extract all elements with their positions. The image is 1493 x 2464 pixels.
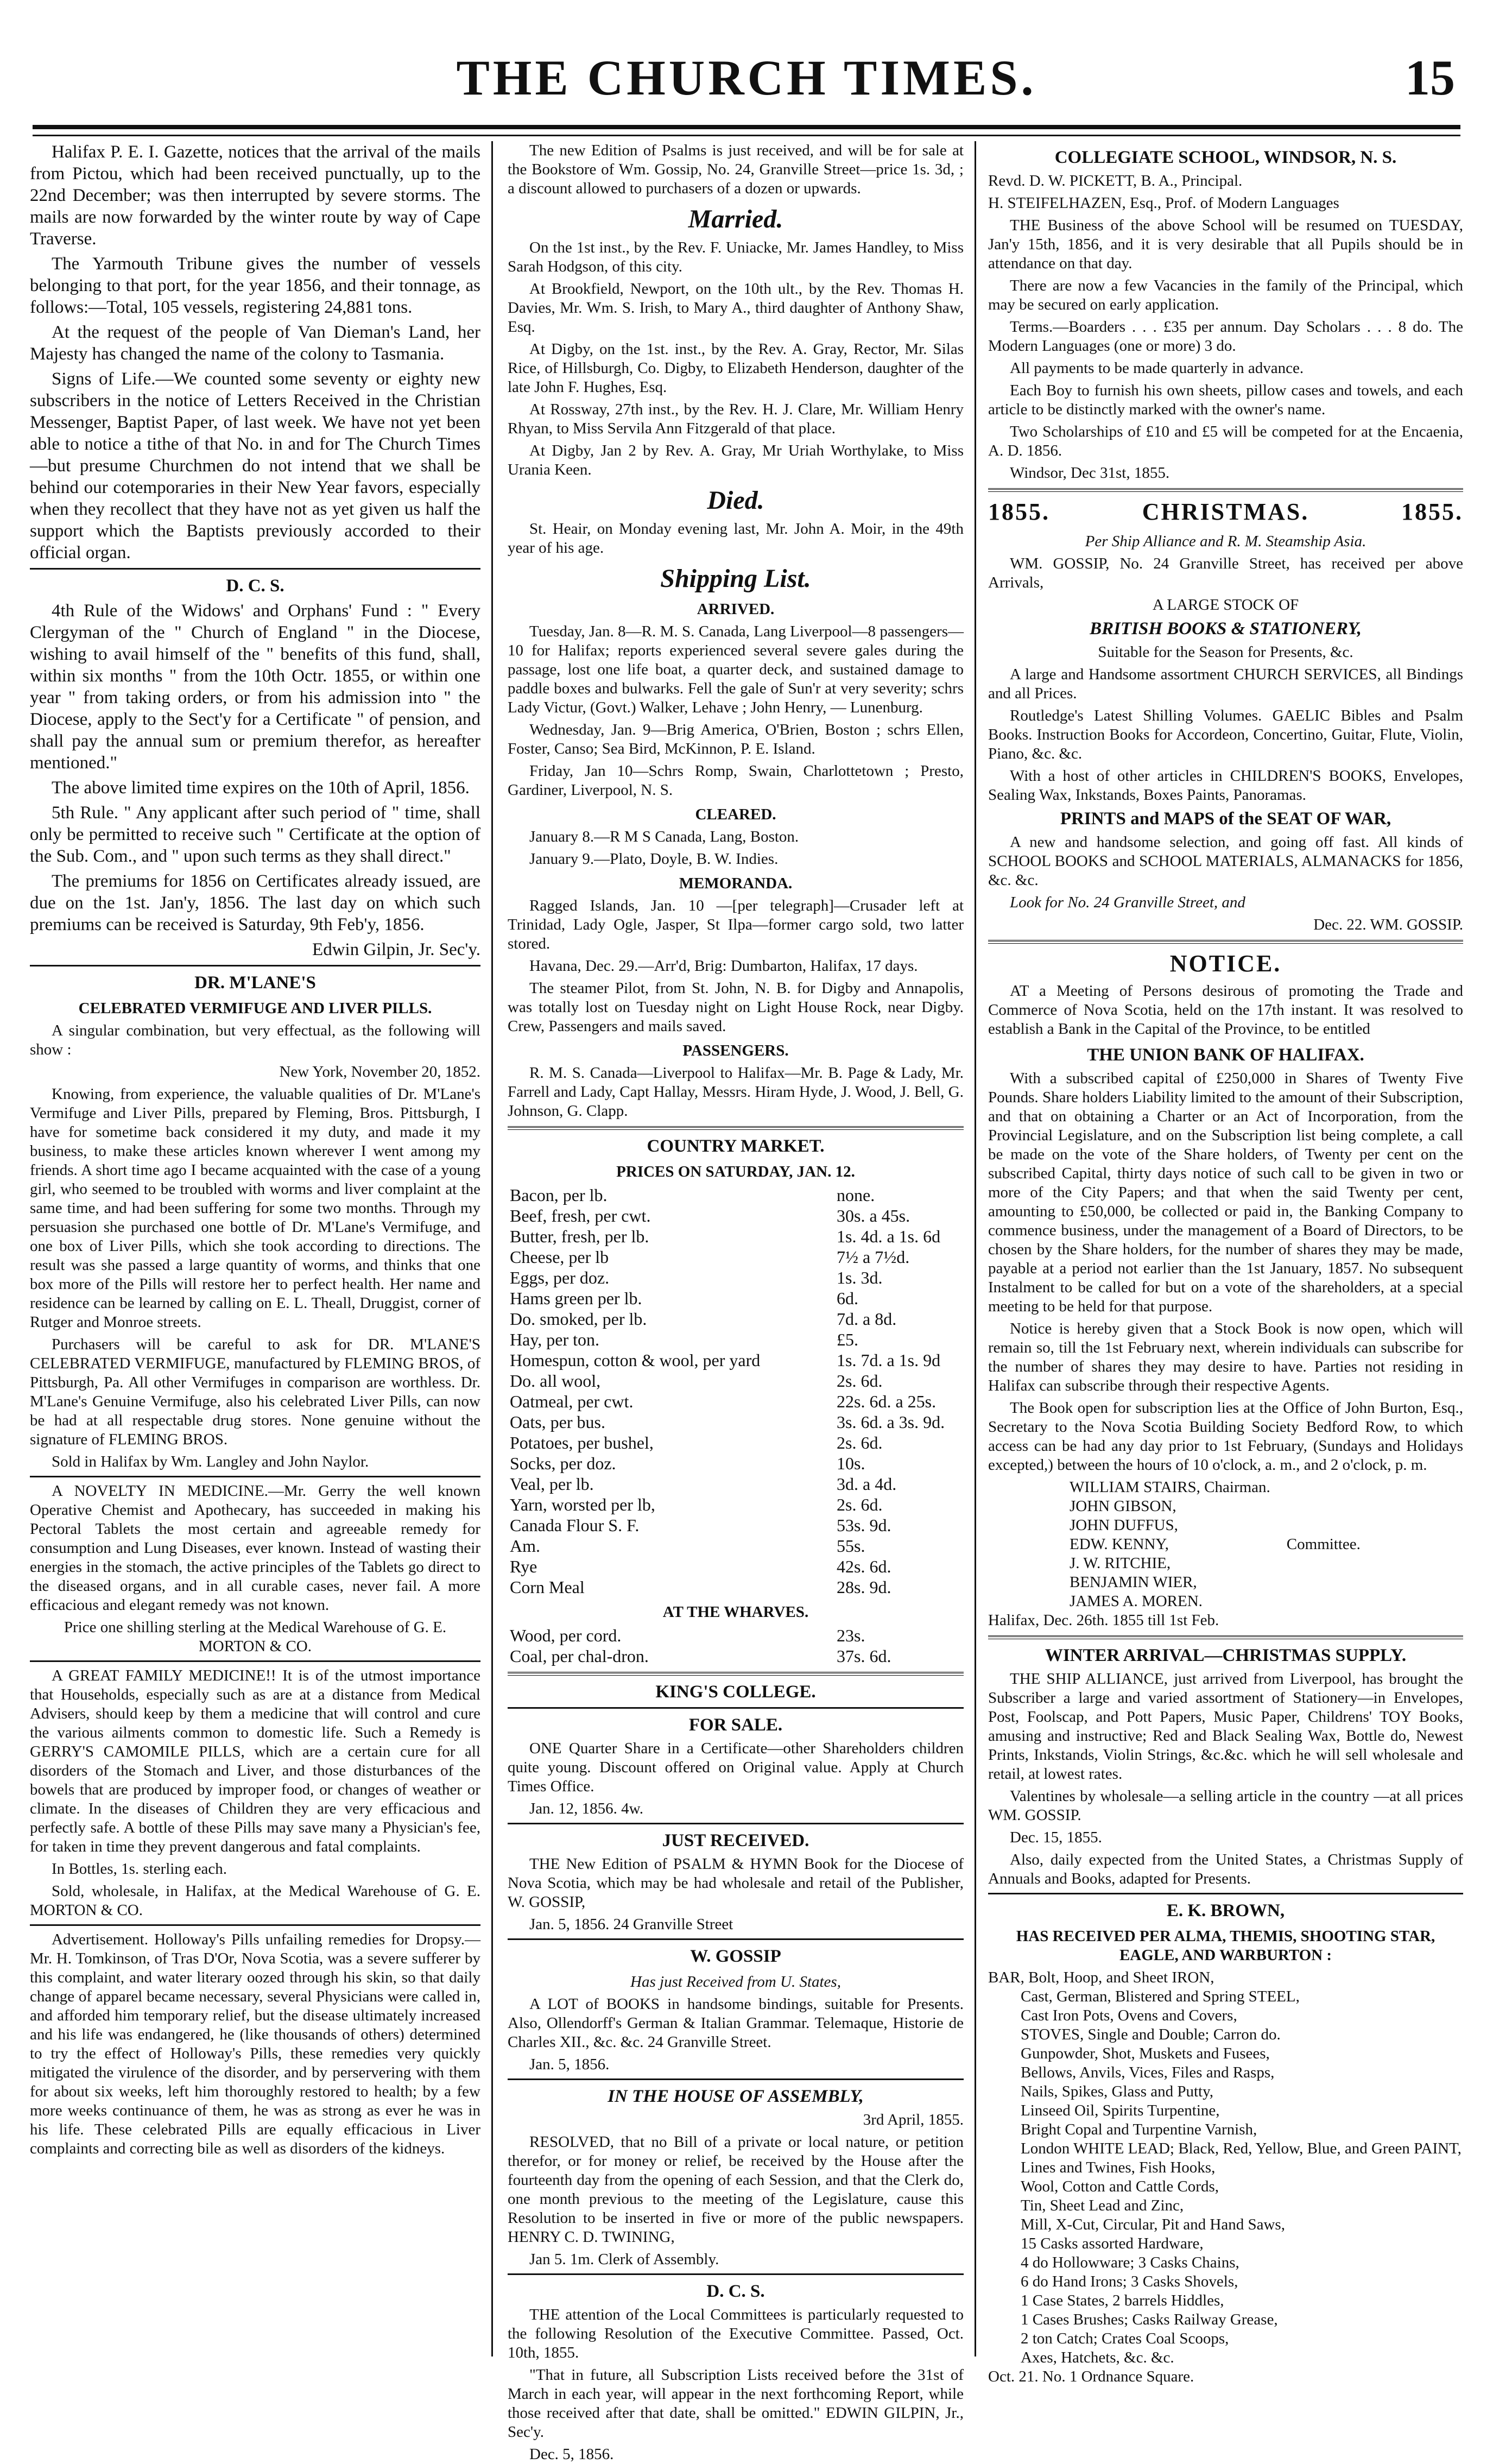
mlane-date: New York, November 20, 1852. — [279, 1063, 480, 1081]
christmas-text: A LARGE STOCK OF — [1152, 596, 1299, 614]
christmas-heading — [988, 497, 1463, 527]
market-row — [508, 1329, 964, 1350]
masthead-title: THE CHURCH TIMES. — [456, 50, 1037, 105]
divider — [508, 2273, 964, 2275]
market-price: 1s. 3d. — [837, 1268, 883, 1287]
collegiate-terms: Terms.—Boarders . . . £35 per annum. Day Scholars . . . 8 do. The Modern Languages (one or more) 3 do. — [988, 318, 1463, 355]
column-3 — [988, 141, 1463, 2385]
divider — [508, 1707, 964, 1709]
market-item: Homespun, cotton & wool, per yard — [510, 1350, 761, 1370]
divider — [30, 965, 480, 966]
christmas-year: 1855. — [988, 498, 1050, 525]
market-price: 1s. 4d. a 1s. 6d — [837, 1227, 941, 1246]
notice-names — [1070, 1478, 1270, 1611]
market-price: 6d. — [837, 1288, 858, 1308]
market-price: 7½ a 7½d. — [837, 1247, 910, 1267]
gossip-subheading: Has just Received from U. States, — [630, 1973, 841, 1991]
divider — [988, 1893, 1463, 1894]
brown-item: Nails, Spikes, Glass and Putty, — [1021, 2083, 1213, 2100]
notice-signatories — [988, 1478, 1463, 1611]
mlane-subheading: CELEBRATED VERMIFUGE AND LIVER PILLS. — [78, 1000, 432, 1017]
market-item: Do. all wool, — [510, 1371, 601, 1391]
memoranda-heading: MEMORANDA. — [679, 875, 793, 892]
christmas-text: A large and Handsome assortment CHURCH SERVICES, all Bindings and all Prices. — [988, 666, 1463, 702]
market-row — [508, 1432, 964, 1453]
market-row — [508, 1391, 964, 1412]
market-price: 53s. 9d. — [837, 1515, 891, 1535]
divider — [988, 940, 1463, 944]
shipping-entry: Havana, Dec. 29.—Arr'd, Brig: Dumbarton, Halifax, 17 days. — [529, 957, 918, 975]
market-item: Coal, per chal-dron. — [510, 1646, 649, 1666]
gossip-text: A LOT of BOOKS in handsome bindings, suitable for Presents. Also, Ollendorff's German & Italian Grammar. Telemaque, Historie de Charles XII., &c. &c. 24 Granville Street. — [508, 1995, 964, 2051]
divider — [30, 1924, 480, 1926]
market-item: Hams green per lb. — [510, 1288, 642, 1308]
camomile-price: In Bottles, 1s. sterling each. — [52, 1860, 227, 1878]
market-row — [508, 1577, 964, 1597]
market-price: 2s. 6d. — [837, 1433, 883, 1452]
holloway-ad: Advertisement. Holloway's Pills unfailing remedies for Dropsy.—Mr. H. Tomkinson, of Tras D'Or, Nova Scotia, was a severe sufferer by this complaint, and water literary oozed through his skin, so that daily change of apparel became necessary, several Physicians were called in, and afforded him temporary relief, but the disease ultimately increased and his life was endangered, he (like thousands of others) determined to try the effect of Holloway's Pills, these remedies very quickly mitigated the virulence of the disorder, and by perservering with them for about six weeks, left him thoroughly restored to health; by a few more weeks continuance of them, he was as strong as ever he was in his life. These celebrated Pills are equally efficacious in Liver complaints and correcting bile as well as disorders of the kidneys. — [30, 1931, 480, 2157]
market-row — [508, 1247, 964, 1267]
market-price: 7d. a 8d. — [837, 1309, 897, 1329]
market-row — [508, 1515, 964, 1536]
passengers-entry: R. M. S. Canada—Liverpool to Halifax—Mr. B. Page & Lady, Mr. Farrell and Lady, Capt Hallay, Messrs. Hiram Hyde, J. Wood, J. Bell, G. Johnson, G. Clapp. — [508, 1064, 964, 1120]
market-price: 28s. 9d. — [837, 1577, 891, 1597]
market-price: 2s. 6d. — [837, 1371, 883, 1391]
christmas-text: PRINTS and MAPS of the SEAT OF WAR, — [1060, 809, 1391, 829]
market-price: 23s. — [837, 1626, 865, 1645]
column-divider — [975, 141, 976, 2356]
brown-item: BAR, Bolt, Hoop, and Sheet IRON, — [988, 1969, 1214, 1986]
notice-name: EDW. KENNY, — [1070, 1536, 1169, 1553]
masthead-rule — [33, 125, 1460, 136]
market-item: Hay, per ton. — [510, 1330, 599, 1349]
cleared-heading: CLEARED. — [695, 806, 776, 823]
wharves-table — [508, 1625, 964, 1666]
collegiate-staff: Revd. D. W. PICKETT, B. A., Principal. — [988, 172, 1243, 189]
christmas-subheading: Per Ship Alliance and R. M. Steamship Asia. — [1085, 533, 1367, 550]
wharves-heading: AT THE WHARVES. — [662, 1603, 809, 1621]
collegiate-text: THE Business of the above School will be resumed on TUESDAY, Jan'y 15th, 1856, and it is very desirable that all Pupils should be in attendance on that day. — [988, 217, 1463, 272]
market-item: Do. smoked, per lb. — [510, 1309, 647, 1329]
market-row — [508, 1625, 964, 1646]
column-divider — [491, 141, 493, 2356]
dcs-premiums: The premiums for 1856 on Certificates already issued, are due on the 1st. Jan'y, 1856. The last day on which such premiums can be received is Saturday, 9th Feb'y, 1856. — [30, 871, 480, 934]
market-item: Oatmeal, per cwt. — [510, 1392, 634, 1411]
brown-item: Bellows, Anvils, Vices, Files and Rasps, — [1021, 2064, 1275, 2081]
christmas-text: A new and handsome selection, and going off fast. All kinds of SCHOOL BOOKS and SCHOOL MATERIALS, ALMANACKS for 1856, &c. &c. — [988, 833, 1463, 889]
market-item: Eggs, per doz. — [510, 1268, 610, 1287]
notice-name: WILLIAM STAIRS, Chairman. — [1070, 1479, 1270, 1496]
market-row — [508, 1474, 964, 1494]
collegiate-text: Two Scholarships of £10 and £5 will be competed for at the Encaenia, A. D. 1856. — [988, 423, 1463, 459]
market-row — [508, 1453, 964, 1474]
assembly-date: 3rd April, 1855. — [863, 2111, 964, 2128]
brown-footer: Oct. 21. No. 1 Ordnance Square. — [988, 2368, 1194, 2385]
assembly-text: RESOLVED, that no Bill of a private or local nature, or petition therefor, or for money or relief, be received by the House after the fourteenth day from the opening of each Session, and that the Clerk do, one month previous to the meeting of the Legislature, cause this Resolution to be inserted in five or more of the public newspapers. HENRY C. D. TWINING, — [508, 2133, 964, 2246]
market-row — [508, 1370, 964, 1391]
notice-name: BENJAMIN WIER, — [1070, 1574, 1197, 1591]
collegiate-staff: H. STEIFELHAZEN, Esq., Prof. of Modern Languages — [988, 194, 1339, 212]
market-item: Yarn, worsted per lb, — [510, 1495, 655, 1514]
winter-arrival-heading: WINTER ARRIVAL—CHRISTMAS SUPPLY. — [1045, 1646, 1407, 1665]
brown-item: 6 do Hand Irons; 3 Casks Shovels, — [1021, 2273, 1238, 2290]
shipping-entry: Ragged Islands, Jan. 10 —[per telegraph]—Crusader left at Trinidad, Lady Ogle, Jasper, St Ilpa—former cargo sold, two latter stored. — [508, 897, 964, 952]
market-row — [508, 1536, 964, 1556]
signs-of-life-paragraph: Signs of Life.—We counted some seventy or eighty new subscribers in the notice of Letters Received in the Christian Messenger, Baptist Paper, of last week. We have not yet been able to notice a tithe of that No. in and for The Church Times—but presume Churchmen do not intend that we shall be behind our cotemporaries in their New Year favors, especially when they recollect that they have not as yet given us half the support which the Baptists previously accorded to their official organ. — [30, 369, 480, 563]
market-item: Butter, fresh, per lb. — [510, 1227, 649, 1246]
brown-item: Lines and Twines, Fish Hooks, — [1021, 2159, 1216, 2176]
brown-item: London WHITE LEAD; Black, Red, Yellow, Blue, and Green PAINT, — [1021, 2140, 1462, 2157]
market-row — [508, 1350, 964, 1370]
brown-heading: E. K. BROWN, — [1166, 1901, 1285, 1920]
brown-items-list — [988, 1968, 1463, 2367]
christmas-text: Look for No. 24 Granville Street, and — [1010, 894, 1245, 911]
dcs2-text: THE attention of the Local Committees is particularly requested to the following Resolution of the Executive Committee. Passed, Oct. 10th, 1855. — [508, 2306, 964, 2361]
passengers-heading: PASSENGERS. — [682, 1042, 789, 1059]
market-item: Rye — [510, 1557, 537, 1576]
brown-item: Gunpowder, Shot, Muskets and Fusees, — [1021, 2045, 1270, 2062]
market-price: 10s. — [837, 1454, 865, 1473]
christmas-text: With a host of other articles in CHILDREN'S BOOKS, Envelopes, Sealing Wax, Inkstands, Boxes Paints, Panoramas. — [988, 767, 1463, 804]
market-price: 30s. a 45s. — [837, 1206, 910, 1225]
novelty-ad: A NOVELTY IN MEDICINE.—Mr. Gerry the well known Operative Chemist and Apothecary, has succeeded in making his Pectoral Tablets the most certain and agreeable remedy for consumption and Lung Diseases, ever known. Instead of wasting their energies in the stomach, the active principles of the Tablets go direct to the diseased organs, and in all curable cases, never fail. A more efficacious and elegant remedy was not known. — [30, 1482, 480, 1614]
brown-item: 1 Cases Brushes; Casks Railway Grease, — [1021, 2311, 1278, 2328]
just-received-date: Jan. 5, 1856. 24 Granville Street — [529, 1916, 733, 1933]
arrived-heading: ARRIVED. — [697, 601, 775, 618]
christmas-text: Routledge's Latest Shilling Volumes. GAELIC Bibles and Psalm Books. Instruction Books for Accordeon, Concertino, Guitar, Flute, Violin, Piano, &c. &c. — [988, 707, 1463, 762]
tasmania-paragraph: At the request of the people of Van Dieman's Land, her Majesty has changed the name of the colony to Tasmania. — [30, 323, 480, 364]
market-item: Veal, per lb. — [510, 1474, 594, 1494]
market-row — [508, 1646, 964, 1666]
assembly-heading: IN THE HOUSE OF ASSEMBLY, — [608, 2087, 864, 2106]
dcs-expiry: The above limited time expires on the 10th of April, 1856. — [52, 778, 470, 798]
dcs-signature: Edwin Gilpin, Jr. Sec'y. — [312, 940, 480, 959]
market-item: Socks, per doz. — [510, 1454, 616, 1473]
divider — [988, 488, 1463, 492]
brown-item: Bright Copal and Turpentine Varnish, — [1021, 2121, 1257, 2138]
shipping-entry: The steamer Pilot, from St. John, N. B. for Digby and Annapolis, was totally lost on Tuesday night on Light House Rock, near Digby. Crew, Passengers and mails saved. — [508, 980, 964, 1035]
shipping-entry: January 8.—R M S Canada, Lang, Boston. — [529, 828, 799, 845]
christmas-footer: Dec. 22. WM. GOSSIP. — [1313, 916, 1463, 933]
collegiate-text: There are now a few Vacancies in the family of the Principal, which may be secured on early application. — [988, 277, 1463, 313]
brown-item: Tin, Sheet Lead and Zinc, — [1021, 2197, 1184, 2214]
market-price: 3s. 6d. a 3s. 9d. — [837, 1412, 945, 1432]
column-1 — [30, 141, 480, 2362]
notice-text: With a subscribed capital of £250,000 in Shares of Twenty Five Pounds. Share holders Liability limited to the amount of their Subscription, and that on obtaining a Charter or an Act of Incorporation, from the Provincial Legislature, and on the Subscription list being complete, a call be made on the vote of the Share holders, of Twenty per cent on the subscribed Capital, thirty days notice of such call to be given in two or more of the City Papers; and that when the said Twenty per cent, amounting to £50,000, be collected or paid in, the Banking Company to commence business, under the management of a Board of Directors, to be chosen by the Share holders, for the number of shares they may be made, payable at a period not earlier than the 1st January, 1857. No subsequent Instalment to be called for but on a vote of the shareholders, at a special meeting to be held for that purpose. — [988, 1070, 1463, 1315]
market-price: 3d. a 4d. — [837, 1474, 897, 1494]
divider — [508, 1823, 964, 1824]
market-item: Beef, fresh, per cwt. — [510, 1206, 651, 1225]
notice-committee-label: Committee. — [1286, 1536, 1361, 1553]
winter-text: THE SHIP ALLIANCE, just arrived from Liverpool, has brought the Subscriber a large and varied assortment of Stationery—in Envelopes, Post, Foolscap, and Pott Papers, Music Paper, Childrens' TOY Books, amusing and instructive; Red and Black Sealing Wax, Bottle do, Newest Prints, Inkstands, Violin Strings, &c.&c. which he will sell wholesale and retail, at lowest rates. — [988, 1670, 1463, 1783]
yarmouth-paragraph: The Yarmouth Tribune gives the number of vessels belonging to that port, for the year 1856, and their tonnage, as follows:—Total, 105 vessels, registering 24,881 tons. — [30, 254, 480, 317]
market-row — [508, 1185, 964, 1205]
married-entry: At Digby, on the 1st. inst., by the Rev. A. Gray, Rector, Mr. Silas Rice, of Hillsburgh, Co. Digby, to Elizabeth Henderson, daughter of the late John F. Hughes, Esq. — [508, 340, 964, 396]
psalms-notice: The new Edition of Psalms is just received, and will be for sale at the Bookstore of Wm. Gossip, No. 24, Granville Street—price 1s. 3d, ; a discount allowed to purchasers of a dozen or upwards. — [508, 142, 964, 197]
brown-item: 15 Casks assorted Hardware, — [1021, 2235, 1204, 2252]
shipping-heading: Shipping List. — [660, 564, 811, 593]
market-row — [508, 1288, 964, 1309]
camomile-ad: A GREAT FAMILY MEDICINE!! It is of the utmost importance that Households, especially such as are at a distance from Medical Advisers, should keep by them a medicine that will control and cure the various ailments common to domestic life. Such a Remedy is GERRY'S CAMOMILE PILLS, which are a certain cure for all disorders of the Stomach and Liver, and those disturbances of the bowels that are produced by improper food, or changes of weather or climate. In the diseases of Children they are very efficacious and perfectly safe. A bottle of these Pills may save many a Physician's fee, for taken in time they prevent dangerous and fatal complaints. — [30, 1667, 480, 1855]
brown-item: Axes, Hatchets, &c. &c. — [1021, 2349, 1174, 2366]
divider — [508, 1126, 964, 1130]
winter-text: Valentines by wholesale—a selling article in the country —at all prices WM. GOSSIP. — [988, 1787, 1463, 1824]
brown-item: Linseed Oil, Spirits Turpentine, — [1021, 2102, 1220, 2119]
collegiate-heading: COLLEGIATE SCHOOL, WINDSOR, N. S. — [1054, 148, 1397, 167]
divider — [508, 2078, 964, 2080]
page-number: 15 — [1405, 50, 1455, 105]
market-row — [508, 1309, 964, 1329]
market-item: Corn Meal — [510, 1577, 585, 1597]
christmas-title: CHRISTMAS. — [1142, 498, 1309, 525]
christmas-text: BRITISH BOOKS & STATIONERY, — [1090, 619, 1362, 639]
notice-text: Notice is hereby given that a Stock Book is now open, which will remain so, till the 1st February next, wherein individuals can subscribe for the number of shares they may desire to have. Parties not residing in Halifax can subscribe through their respective Agents. — [988, 1320, 1463, 1394]
notice-name: JOHN GIBSON, — [1070, 1498, 1176, 1515]
market-item: Potatoes, per bushel, — [510, 1433, 654, 1452]
dcs2-heading: D. C. S. — [706, 2282, 765, 2301]
married-entry: On the 1st inst., by the Rev. F. Uniacke, Mr. James Handley, to Miss Sarah Hodgson, of this city. — [508, 239, 964, 275]
market-price: none. — [837, 1185, 875, 1205]
market-price: 2s. 6d. — [837, 1495, 883, 1514]
market-price: £5. — [837, 1330, 858, 1349]
mlane-caution: Purchasers will be careful to ask for DR. M'LANE'S CELEBRATED VERMIFUGE, manufactured by FLEMING BROS, of Pittsburgh, Pa. All other Vermifuges in comparison are worthless. Dr. M'Lane's Genuine Vermifuge, also his celebrated Liver Pills, can now be had at all respectable drug stores. None genuine without the signature of FLEMING BROS. — [30, 1336, 480, 1448]
market-price: 42s. 6d. — [837, 1557, 891, 1576]
market-heading: COUNTRY MARKET. — [647, 1136, 825, 1156]
brown-subheading: HAS RECEIVED PER ALMA, THEMIS, SHOOTING STAR, EAGLE, AND WARBURTON : — [1016, 1928, 1435, 1964]
masthead — [33, 38, 1460, 109]
notice-text: AT a Meeting of Persons desirous of promoting the Trade and Commerce of Nova Scotia, held on the 17th instant. It was resolved to establish a Bank in the Capital of the Province, to be entitled — [988, 982, 1463, 1038]
brown-item: Wool, Cotton and Cattle Cords, — [1021, 2178, 1219, 2195]
dcs-rule-4: 4th Rule of the Widows' and Orphans' Fund : " Every Clergyman of the " Church of England " in the Diocese, wishing to avail himself of the " benefits of this fund, shall, within six months " from the 10th Octr. 1855, or within one year " from taking orders, or from his admission into " the Diocese, apply to the Sect'y for a Certificate " of pension, and shall pay the annual sum or premium therefor, as hereafter mentioned." — [30, 601, 480, 773]
collegiate-text: Each Boy to furnish his own sheets, pillow cases and towels, and each article to be distinctly marked with the owner's name. — [988, 382, 1463, 418]
divider — [30, 1476, 480, 1477]
shipping-entry: January 9.—Plato, Doyle, B. W. Indies. — [529, 850, 779, 868]
divider — [988, 1635, 1463, 1639]
married-entry: At Brookfield, Newport, on the 10th ult., by the Rev. Thomas H. Davies, Mr. Wm. S. Irish, to Mary A., third daughter of Anthony Shaw, Esq. — [508, 280, 964, 336]
market-item: Am. — [510, 1536, 540, 1556]
mlane-heading: DR. M'LANE'S — [194, 973, 316, 993]
christmas-text: Suitable for the Season for Presents, &c. — [1098, 643, 1353, 661]
married-entry: At Rossway, 27th inst., by the Rev. H. J. Clare, Mr. William Henry Rhyan, to Miss Servila Ann Fitzgerald of that place. — [508, 401, 964, 437]
novelty-price: Price one shilling sterling at the Medical Warehouse of G. E. MORTON & CO. — [64, 1619, 447, 1655]
died-entry: St. Heair, on Monday evening last, Mr. John A. Moir, in the 49th year of his age. — [508, 520, 964, 557]
market-row — [508, 1556, 964, 1577]
market-price: 55s. — [837, 1536, 865, 1556]
notice-heading: NOTICE. — [1169, 950, 1282, 977]
kings-college-heading: KING'S COLLEGE. — [655, 1682, 816, 1702]
for-sale-text: ONE Quarter Share in a Certificate—other Shareholders children quite young. Discount offered on Original value. Apply at Church Times Office. — [508, 1740, 964, 1795]
mlane-testimonial: Knowing, from experience, the valuable qualities of Dr. M'Lane's Vermifuge and Liver Pills, prepared by Fleming, Bros. Pittsburgh, I have for sometime back considered it my duty, and made it my business, to make these articles known wherever I went among my friends. A short time ago I became acquainted with the case of a young girl, who seemed to be troubled with worms and liver complaint at the same time, and had been suffering for some two months. Through my persuasion she purchased one bottle of Dr. M'Lane's Vermifuge, and one box of Liver Pills, which she took according to directions. The result was she passed a large quantity of worms, and thinks that one box more of the Pills will restore her to perfect health. Her name and residence can be learned by calling on E. L. Theall, Druggist, corner of Rutger and Monroe streets. — [30, 1085, 480, 1331]
market-item: Cheese, per lb — [510, 1247, 609, 1267]
union-bank-heading: THE UNION BANK OF HALIFAX. — [1087, 1045, 1364, 1065]
dcs-heading: D. C. S. — [226, 576, 284, 596]
market-subheading: PRICES ON SATURDAY, JAN. 12. — [616, 1163, 855, 1180]
notice-date: Halifax, Dec. 26th. 1855 till 1st Feb. — [988, 1612, 1219, 1629]
market-item: Wood, per cord. — [510, 1626, 622, 1645]
market-item: Oats, per bus. — [510, 1412, 605, 1432]
market-row — [508, 1494, 964, 1515]
gossip-heading: W. GOSSIP — [690, 1947, 781, 1966]
market-item: Canada Flour S. F. — [510, 1515, 640, 1535]
for-sale-date: Jan. 12, 1856. 4w. — [529, 1800, 643, 1817]
shipping-entry: Wednesday, Jan. 9—Brig America, O'Brien, Boston ; schrs Ellen, Foster, Canso; Sea Bird, McKinnon, P. E. Island. — [508, 721, 964, 757]
column-2 — [508, 141, 964, 2463]
shipping-entry: Tuesday, Jan. 8—R. M. S. Canada, Lang Liverpool—8 passengers—10 for Halifax; reports experienced several severe gales during the passage, lost one life boat, a quarter deck, and sustained damage to paddle boxes and bulwarks. Fell the gale of Sun'r at very severity; schrs Lady Victur, (Govt.) Walker, Lehave ; John Henry, — Lunenburg. — [508, 623, 964, 716]
market-price: 22s. 6d. a 25s. — [837, 1392, 937, 1411]
market-table — [508, 1185, 964, 1597]
winter-date: Dec. 15, 1855. — [1010, 1829, 1102, 1846]
brown-item: Cast, German, Blistered and Spring STEEL, — [1021, 1988, 1300, 2005]
market-row — [508, 1412, 964, 1432]
gazette-paragraph: Halifax P. E. I. Gazette, notices that the arrival of the mails from Pictou, which had been received punctually, up to the 22nd December; was then interrupted by severe storms. The mails are now forwarded by the winter route by way of Cape Traverse. — [30, 142, 480, 249]
brown-item: Mill, X-Cut, Circular, Pit and Hand Saws, — [1021, 2216, 1285, 2233]
brown-item: 4 do Hollowware; 3 Casks Chains, — [1021, 2254, 1239, 2271]
christmas-text: WM. GOSSIP, No. 24 Granville Street, has received per above Arrivals, — [988, 555, 1463, 591]
notice-name: JAMES A. MOREN. — [1070, 1593, 1203, 1610]
assembly-footer: Jan 5. 1m. Clerk of Assembly. — [529, 2251, 719, 2268]
just-received-heading: JUST RECEIVED. — [662, 1831, 809, 1850]
camomile-sold: Sold, wholesale, in Halifax, at the Medical Warehouse of G. E. MORTON & CO. — [30, 1882, 480, 1919]
christmas-year: 1855. — [1401, 498, 1463, 525]
divider — [508, 1672, 964, 1676]
market-row — [508, 1226, 964, 1247]
market-item: Bacon, per lb. — [510, 1185, 608, 1205]
gossip-date: Jan. 5, 1856. — [529, 2056, 610, 2073]
notice-name: J. W. RITCHIE, — [1070, 1555, 1171, 1572]
divider — [508, 1938, 964, 1940]
married-entry: At Digby, Jan 2 by Rev. A. Gray, Mr Uriah Worthylake, to Miss Urania Keen. — [508, 442, 964, 478]
divider — [30, 568, 480, 570]
market-row — [508, 1267, 964, 1288]
mlane-intro: A singular combination, but very effectual, as the following will show : — [30, 1022, 480, 1058]
brown-item: STOVES, Single and Double; Carron do. — [1021, 2026, 1281, 2043]
notice-name: JOHN DUFFUS, — [1070, 1517, 1178, 1534]
brown-item: 2 ton Catch; Crates Coal Scoops, — [1021, 2330, 1229, 2347]
market-price: 37s. 6d. — [837, 1646, 891, 1666]
married-heading: Married. — [688, 205, 783, 233]
divider — [30, 1660, 480, 1662]
just-received-text: THE New Edition of PSALM & HYMN Book for the Diocese of Nova Scotia, which may be had wholesale and retail of the Publisher, W. GOSSIP, — [508, 1855, 964, 1911]
brown-item: 1 Case States, 2 barrels Hiddles, — [1021, 2292, 1224, 2309]
dcs2-resolution: "That in future, all Subscription Lists received before the 31st of March in each year, will appear in the next forthcoming Report, while those received after that date, shall be omitted." EDWIN GILPIN, Jr., Sec'y. — [508, 2366, 964, 2441]
notice-text: The Book open for subscription lies at the Office of John Burton, Esq., Secretary to the Nova Scotia Building Society Bedford Row, to which access can be had any day prior to 1st February, (Sundays and Holidays excepted,) between the hours of 10 o'clock, a. m., and 2 o'clock, p. m. — [988, 1399, 1463, 1474]
brown-item: Cast Iron Pots, Ovens and Covers, — [1021, 2007, 1237, 2024]
shipping-entry: Friday, Jan 10—Schrs Romp, Swain, Charlottetown ; Presto, Gardiner, Liverpool, N. S. — [508, 762, 964, 799]
collegiate-text: All payments to be made quarterly in advance. — [1010, 359, 1304, 377]
dcs-rule-5: 5th Rule. " Any applicant after such period of " time, shall only be permitted to receive such " Certificate at the option of the Sub. Com., and " upon such terms as they shall direct." — [30, 803, 480, 866]
market-row — [508, 1205, 964, 1226]
market-price: 1s. 7d. a 1s. 9d — [837, 1350, 941, 1370]
winter-text: Also, daily expected from the United States, a Christmas Supply of Annuals and Books, adapted for Presents. — [988, 1851, 1463, 1887]
mlane-sold-by: Sold in Halifax by Wm. Langley and John Naylor. — [52, 1453, 369, 1470]
for-sale-heading: FOR SALE. — [688, 1715, 783, 1735]
collegiate-date: Windsor, Dec 31st, 1855. — [1010, 464, 1170, 482]
died-heading: Died. — [707, 486, 764, 515]
dcs2-date: Dec. 5, 1856. — [529, 2446, 614, 2463]
